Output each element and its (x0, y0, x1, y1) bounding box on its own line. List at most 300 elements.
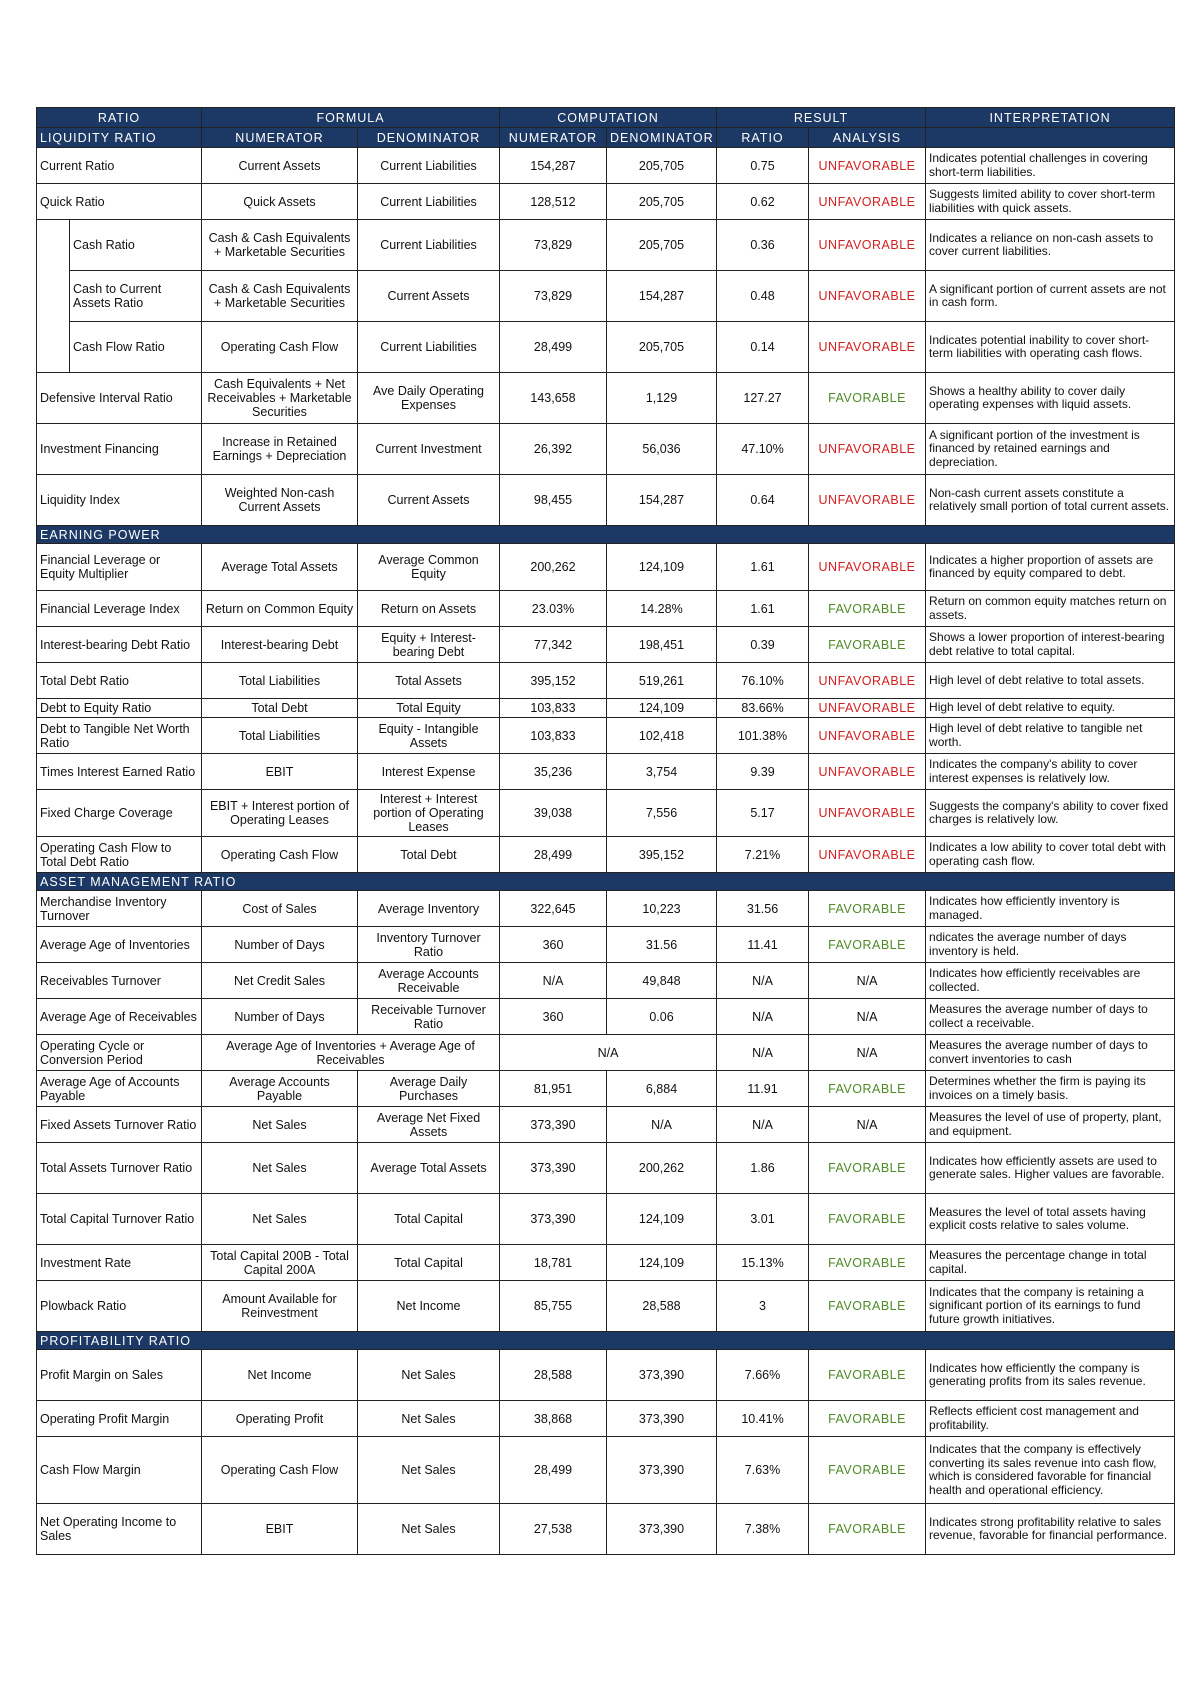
formula-denominator: Average Common Equity (358, 544, 500, 591)
formula-numerator: Increase in Retained Earnings + Depreciation (202, 424, 358, 475)
interpretation-text: Indicates a low ability to cover total debt with operating cash flow. (926, 837, 1175, 873)
formula-denominator: Average Total Assets (358, 1143, 500, 1194)
analysis-badge: FAVORABLE (809, 373, 926, 424)
computed-numerator: 28,499 (500, 322, 607, 373)
ratio-name: Net Operating Income to Sales (37, 1504, 202, 1555)
header-row-main (37, 108, 1175, 128)
computed-numerator: 28,588 (500, 1350, 607, 1401)
header-formula-numerator: NUMERATOR (202, 128, 358, 148)
header-formula: FORMULA (202, 108, 500, 128)
ratio-name: Quick Ratio (37, 184, 202, 220)
formula-numerator: Net Sales (202, 1194, 358, 1245)
computed-numerator: 73,829 (500, 271, 607, 322)
formula-denominator: Interest + Interest portion of Operating Leases (358, 790, 500, 837)
formula-denominator: Equity + Interest-bearing Debt (358, 627, 500, 663)
computed-denominator: 373,390 (607, 1401, 717, 1437)
ratio-row (37, 373, 1175, 424)
interpretation-text: Suggests limited ability to cover short-term liabilities with quick assets. (926, 184, 1175, 220)
interpretation-text: High level of debt relative to equity. (926, 699, 1175, 718)
ratio-value: 0.14 (717, 322, 809, 373)
interpretation-text: Indicates the company's ability to cover interest expenses is relatively low. (926, 754, 1175, 790)
ratio-row (37, 1437, 1175, 1504)
analysis-badge: FAVORABLE (809, 1245, 926, 1281)
analysis-badge: N/A (809, 1035, 926, 1071)
analysis-badge: FAVORABLE (809, 1437, 926, 1504)
analysis-badge: UNFAVORABLE (809, 322, 926, 373)
ratio-name: Current Ratio (37, 148, 202, 184)
analysis-badge: UNFAVORABLE (809, 754, 926, 790)
interpretation-text: Measures the percentage change in total capital. (926, 1245, 1175, 1281)
computed-denominator: 205,705 (607, 220, 717, 271)
formula-numerator: Number of Days (202, 927, 358, 963)
ratio-row (37, 927, 1175, 963)
computed-numerator: 373,390 (500, 1194, 607, 1245)
formula-denominator: Current Liabilities (358, 148, 500, 184)
ratio-row (37, 591, 1175, 627)
ratio-row (37, 1504, 1175, 1555)
interpretation-text: Indicates potential inability to cover short-term liabilities with operating cash flows. (926, 322, 1175, 373)
computed-denominator: N/A (607, 1107, 717, 1143)
computed-numerator: 38,868 (500, 1401, 607, 1437)
ratio-name: Interest-bearing Debt Ratio (37, 627, 202, 663)
analysis-badge: UNFAVORABLE (809, 424, 926, 475)
section-label: PROFITABILITY RATIO (37, 1332, 1175, 1350)
ratio-row (37, 837, 1175, 873)
ratio-row (37, 475, 1175, 526)
analysis-badge: N/A (809, 999, 926, 1035)
ratio-value: 83.66% (717, 699, 809, 718)
formula-numerator: Cash & Cash Equivalents + Marketable Securities (202, 220, 358, 271)
analysis-badge: UNFAVORABLE (809, 699, 926, 718)
computed-denominator: 205,705 (607, 148, 717, 184)
ratio-value: 5.17 (717, 790, 809, 837)
computed-denominator: 519,261 (607, 663, 717, 699)
ratio-name: Financial Leverage or Equity Multiplier (37, 544, 202, 591)
formula-numerator: Average Accounts Payable (202, 1071, 358, 1107)
analysis-badge: FAVORABLE (809, 1350, 926, 1401)
interpretation-text: Indicates that the company is effectively converting its sales revenue into cash flow, which is considered favorable for financial health and operational efficiency. (926, 1437, 1175, 1504)
interpretation-text: ndicates the average number of days inventory is held. (926, 927, 1175, 963)
indent-cell (37, 220, 70, 373)
header-ratio-value: RATIO (717, 128, 809, 148)
section-liquidity: LIQUIDITY RATIO (37, 128, 202, 148)
ratio-name: Liquidity Index (37, 475, 202, 526)
interpretation-text: Shows a healthy ability to cover daily operating expenses with liquid assets. (926, 373, 1175, 424)
header-computation: COMPUTATION (500, 108, 717, 128)
formula-denominator: Total Capital (358, 1245, 500, 1281)
analysis-badge: FAVORABLE (809, 1071, 926, 1107)
computed-denominator: 14.28% (607, 591, 717, 627)
ratio-value: 15.13% (717, 1245, 809, 1281)
section-label: EARNING POWER (37, 526, 1175, 544)
formula-denominator: Ave Daily Operating Expenses (358, 373, 500, 424)
computed-numerator: 200,262 (500, 544, 607, 591)
header-interp-blank (926, 128, 1175, 148)
computed-denominator: 124,109 (607, 1245, 717, 1281)
header-ratio: RATIO (37, 108, 202, 128)
ratio-row (37, 1143, 1175, 1194)
computed-numerator: 360 (500, 927, 607, 963)
computation-combined: N/A (500, 1035, 717, 1071)
ratio-value: 7.38% (717, 1504, 809, 1555)
computed-numerator: 143,658 (500, 373, 607, 424)
formula-denominator: Net Sales (358, 1350, 500, 1401)
ratio-name: Plowback Ratio (37, 1281, 202, 1332)
ratio-value: 0.62 (717, 184, 809, 220)
ratio-name: Average Age of Inventories (37, 927, 202, 963)
computed-numerator: 103,833 (500, 699, 607, 718)
formula-numerator: EBIT (202, 1504, 358, 1555)
analysis-badge: FAVORABLE (809, 1281, 926, 1332)
ratio-row (37, 999, 1175, 1035)
computed-denominator: 102,418 (607, 718, 717, 754)
ratio-row (37, 544, 1175, 591)
ratio-row (37, 1107, 1175, 1143)
computed-numerator: 373,390 (500, 1143, 607, 1194)
ratio-value: N/A (717, 1035, 809, 1071)
header-comp-denominator: DENOMINATOR (607, 128, 717, 148)
formula-denominator: Current Assets (358, 271, 500, 322)
formula-numerator: Net Sales (202, 1143, 358, 1194)
computed-denominator: 205,705 (607, 322, 717, 373)
interpretation-text: Reflects efficient cost management and profitability. (926, 1401, 1175, 1437)
interpretation-text: Determines whether the firm is paying its invoices on a timely basis. (926, 1071, 1175, 1107)
interpretation-text: High level of debt relative to total assets. (926, 663, 1175, 699)
ratio-value: 9.39 (717, 754, 809, 790)
ratio-name: Merchandise Inventory Turnover (37, 891, 202, 927)
computed-denominator: 205,705 (607, 184, 717, 220)
header-analysis: ANALYSIS (809, 128, 926, 148)
computed-denominator: 124,109 (607, 1194, 717, 1245)
analysis-badge: UNFAVORABLE (809, 184, 926, 220)
ratio-name: Receivables Turnover (37, 963, 202, 999)
ratio-value: 1.61 (717, 591, 809, 627)
formula-denominator: Net Sales (358, 1401, 500, 1437)
computed-denominator: 395,152 (607, 837, 717, 873)
formula-numerator: Quick Assets (202, 184, 358, 220)
ratio-row (37, 148, 1175, 184)
computed-denominator: 7,556 (607, 790, 717, 837)
computed-numerator: 28,499 (500, 1437, 607, 1504)
computed-denominator: 373,390 (607, 1437, 717, 1504)
computed-numerator: 28,499 (500, 837, 607, 873)
ratio-value: 0.36 (717, 220, 809, 271)
ratio-name: Debt to Tangible Net Worth Ratio (37, 718, 202, 754)
analysis-badge: UNFAVORABLE (809, 790, 926, 837)
ratio-row (37, 184, 1175, 220)
ratio-value: 47.10% (717, 424, 809, 475)
interpretation-text: Indicates a higher proportion of assets are financed by equity compared to debt. (926, 544, 1175, 591)
formula-numerator: Return on Common Equity (202, 591, 358, 627)
formula-denominator: Average Accounts Receivable (358, 963, 500, 999)
analysis-badge: FAVORABLE (809, 891, 926, 927)
formula-denominator: Current Liabilities (358, 184, 500, 220)
interpretation-text: Indicates how efficiently assets are used to generate sales. Higher values are favorable. (926, 1143, 1175, 1194)
ratio-value: N/A (717, 1107, 809, 1143)
formula-denominator: Return on Assets (358, 591, 500, 627)
ratio-name: Average Age of Accounts Payable (37, 1071, 202, 1107)
interpretation-text: Indicates strong profitability relative to sales revenue, favorable for financial performance. (926, 1504, 1175, 1555)
interpretation-text: A significant portion of current assets are not in cash form. (926, 271, 1175, 322)
computed-numerator: 154,287 (500, 148, 607, 184)
ratio-row (37, 1071, 1175, 1107)
ratio-row (37, 1035, 1175, 1071)
ratio-value: 11.41 (717, 927, 809, 963)
ratio-row (37, 699, 1175, 718)
ratio-name: Fixed Charge Coverage (37, 790, 202, 837)
formula-denominator: Current Liabilities (358, 220, 500, 271)
computed-numerator: 35,236 (500, 754, 607, 790)
formula-denominator: Total Capital (358, 1194, 500, 1245)
ratio-name: Cash Ratio (70, 220, 202, 271)
computed-numerator: 27,538 (500, 1504, 607, 1555)
analysis-badge: UNFAVORABLE (809, 718, 926, 754)
computed-denominator: 373,390 (607, 1504, 717, 1555)
computed-numerator: 395,152 (500, 663, 607, 699)
ratio-value: 0.39 (717, 627, 809, 663)
header-interpretation: INTERPRETATION (926, 108, 1175, 128)
ratio-value: 101.38% (717, 718, 809, 754)
interpretation-text: Shows a lower proportion of interest-bearing debt relative to total capital. (926, 627, 1175, 663)
header-formula-denominator: DENOMINATOR (358, 128, 500, 148)
interpretation-text: Measures the average number of days to collect a receivable. (926, 999, 1175, 1035)
formula-numerator: Operating Profit (202, 1401, 358, 1437)
ratio-name: Average Age of Receivables (37, 999, 202, 1035)
interpretation-text: Measures the average number of days to convert inventories to cash (926, 1035, 1175, 1071)
computed-denominator: 10,223 (607, 891, 717, 927)
ratio-value: 0.75 (717, 148, 809, 184)
ratio-row (37, 891, 1175, 927)
ratio-value: 31.56 (717, 891, 809, 927)
analysis-badge: UNFAVORABLE (809, 544, 926, 591)
formula-denominator: Average Net Fixed Assets (358, 1107, 500, 1143)
computed-denominator: 56,036 (607, 424, 717, 475)
formula-numerator: Average Total Assets (202, 544, 358, 591)
interpretation-text: Return on common equity matches return on assets. (926, 591, 1175, 627)
section-label: ASSET MANAGEMENT RATIO (37, 873, 1175, 891)
ratio-value: N/A (717, 999, 809, 1035)
ratio-value: 1.86 (717, 1143, 809, 1194)
computed-denominator: 124,109 (607, 699, 717, 718)
ratio-name: Total Assets Turnover Ratio (37, 1143, 202, 1194)
computed-denominator: 28,588 (607, 1281, 717, 1332)
formula-denominator: Net Income (358, 1281, 500, 1332)
section-row-earning (37, 526, 1175, 544)
computed-numerator: 103,833 (500, 718, 607, 754)
formula-numerator: Cash Equivalents + Net Receivables + Marketable Securities (202, 373, 358, 424)
formula-denominator: Average Daily Purchases (358, 1071, 500, 1107)
ratio-row (37, 424, 1175, 475)
formula-denominator: Interest Expense (358, 754, 500, 790)
ratio-row (37, 220, 1175, 271)
computed-denominator: 198,451 (607, 627, 717, 663)
computed-denominator: 3,754 (607, 754, 717, 790)
computed-denominator: 373,390 (607, 1350, 717, 1401)
ratio-name: Cash to Current Assets Ratio (70, 271, 202, 322)
computed-numerator: N/A (500, 963, 607, 999)
formula-denominator: Total Equity (358, 699, 500, 718)
ratio-row (37, 1281, 1175, 1332)
formula-numerator: EBIT + Interest portion of Operating Leases (202, 790, 358, 837)
interpretation-text: Indicates potential challenges in covering short-term liabilities. (926, 148, 1175, 184)
ratio-name: Investment Financing (37, 424, 202, 475)
ratio-value: 7.66% (717, 1350, 809, 1401)
ratio-row (37, 1401, 1175, 1437)
ratio-row (37, 271, 1175, 322)
interpretation-text: A significant portion of the investment is financed by retained earnings and depreciation. (926, 424, 1175, 475)
ratio-name: Fixed Assets Turnover Ratio (37, 1107, 202, 1143)
ratio-value: N/A (717, 963, 809, 999)
formula-denominator: Inventory Turnover Ratio (358, 927, 500, 963)
formula-numerator: Net Sales (202, 1107, 358, 1143)
analysis-badge: UNFAVORABLE (809, 837, 926, 873)
ratio-name: Times Interest Earned Ratio (37, 754, 202, 790)
formula-denominator: Average Inventory (358, 891, 500, 927)
ratio-name: Cash Flow Margin (37, 1437, 202, 1504)
formula-combined: Average Age of Inventories + Average Age of Receivables (202, 1035, 500, 1071)
computed-numerator: 85,755 (500, 1281, 607, 1332)
analysis-badge: N/A (809, 963, 926, 999)
computed-numerator: 26,392 (500, 424, 607, 475)
formula-numerator: Interest-bearing Debt (202, 627, 358, 663)
interpretation-text: Suggests the company's ability to cover fixed charges is relatively low. (926, 790, 1175, 837)
computed-denominator: 154,287 (607, 475, 717, 526)
ratio-value: 3.01 (717, 1194, 809, 1245)
ratio-row (37, 1245, 1175, 1281)
ratio-name: Financial Leverage Index (37, 591, 202, 627)
formula-denominator: Total Assets (358, 663, 500, 699)
formula-denominator: Current Liabilities (358, 322, 500, 373)
computed-numerator: 77,342 (500, 627, 607, 663)
ratio-row (37, 322, 1175, 373)
computed-denominator: 1,129 (607, 373, 717, 424)
formula-numerator: Weighted Non-cash Current Assets (202, 475, 358, 526)
ratio-value: 76.10% (717, 663, 809, 699)
ratio-value: 10.41% (717, 1401, 809, 1437)
ratio-name: Total Debt Ratio (37, 663, 202, 699)
ratio-analysis-table (36, 107, 1175, 1555)
analysis-badge: UNFAVORABLE (809, 663, 926, 699)
computed-numerator: 81,951 (500, 1071, 607, 1107)
computed-numerator: 322,645 (500, 891, 607, 927)
ratio-name: Debt to Equity Ratio (37, 699, 202, 718)
analysis-badge: FAVORABLE (809, 927, 926, 963)
ratio-value: 7.63% (717, 1437, 809, 1504)
formula-denominator: Equity - Intangible Assets (358, 718, 500, 754)
formula-numerator: EBIT (202, 754, 358, 790)
analysis-badge: FAVORABLE (809, 591, 926, 627)
computed-denominator: 200,262 (607, 1143, 717, 1194)
formula-numerator: Total Capital 200B - Total Capital 200A (202, 1245, 358, 1281)
ratio-row (37, 963, 1175, 999)
computed-denominator: 0.06 (607, 999, 717, 1035)
formula-numerator: Number of Days (202, 999, 358, 1035)
header-row-sub (37, 128, 1175, 148)
computed-denominator: 154,287 (607, 271, 717, 322)
formula-numerator: Total Liabilities (202, 718, 358, 754)
computed-numerator: 360 (500, 999, 607, 1035)
ratio-value: 1.61 (717, 544, 809, 591)
ratio-value: 3 (717, 1281, 809, 1332)
ratio-row (37, 1194, 1175, 1245)
interpretation-text: Non-cash current assets constitute a relatively small portion of total current assets. (926, 475, 1175, 526)
ratio-name: Investment Rate (37, 1245, 202, 1281)
interpretation-text: Indicates that the company is retaining a significant portion of its earnings to fund future growth initiatives. (926, 1281, 1175, 1332)
formula-numerator: Amount Available for Reinvestment (202, 1281, 358, 1332)
ratio-value: 0.64 (717, 475, 809, 526)
formula-denominator: Net Sales (358, 1437, 500, 1504)
computed-numerator: 73,829 (500, 220, 607, 271)
analysis-badge: N/A (809, 1107, 926, 1143)
interpretation-text: Indicates a reliance on non-cash assets to cover current liabilities. (926, 220, 1175, 271)
computed-numerator: 23.03% (500, 591, 607, 627)
analysis-badge: FAVORABLE (809, 627, 926, 663)
analysis-badge: FAVORABLE (809, 1143, 926, 1194)
header-comp-numerator: NUMERATOR (500, 128, 607, 148)
formula-numerator: Net Income (202, 1350, 358, 1401)
formula-numerator: Total Debt (202, 699, 358, 718)
ratio-value: 11.91 (717, 1071, 809, 1107)
computed-numerator: 18,781 (500, 1245, 607, 1281)
analysis-badge: FAVORABLE (809, 1504, 926, 1555)
ratio-name: Operating Profit Margin (37, 1401, 202, 1437)
computed-denominator: 6,884 (607, 1071, 717, 1107)
formula-denominator: Total Debt (358, 837, 500, 873)
ratio-name: Total Capital Turnover Ratio (37, 1194, 202, 1245)
ratio-name: Defensive Interval Ratio (37, 373, 202, 424)
computed-numerator: 373,390 (500, 1107, 607, 1143)
formula-denominator: Net Sales (358, 1504, 500, 1555)
formula-numerator: Operating Cash Flow (202, 322, 358, 373)
formula-numerator: Cost of Sales (202, 891, 358, 927)
formula-denominator: Current Investment (358, 424, 500, 475)
ratio-name: Profit Margin on Sales (37, 1350, 202, 1401)
ratio-row (37, 1350, 1175, 1401)
ratio-row (37, 754, 1175, 790)
interpretation-text: Indicates how efficiently the company is generating profits from its sales revenue. (926, 1350, 1175, 1401)
analysis-badge: FAVORABLE (809, 1401, 926, 1437)
formula-denominator: Receivable Turnover Ratio (358, 999, 500, 1035)
ratio-row (37, 663, 1175, 699)
formula-numerator: Cash & Cash Equivalents + Marketable Securities (202, 271, 358, 322)
analysis-badge: UNFAVORABLE (809, 148, 926, 184)
computed-numerator: 128,512 (500, 184, 607, 220)
interpretation-text: Indicates how efficiently inventory is managed. (926, 891, 1175, 927)
computed-denominator: 124,109 (607, 544, 717, 591)
computed-numerator: 98,455 (500, 475, 607, 526)
ratio-row (37, 718, 1175, 754)
header-result: RESULT (717, 108, 926, 128)
interpretation-text: Measures the level of total assets having explicit costs relative to sales volume. (926, 1194, 1175, 1245)
ratio-value: 0.48 (717, 271, 809, 322)
computed-numerator: 39,038 (500, 790, 607, 837)
computed-denominator: 49,848 (607, 963, 717, 999)
formula-numerator: Current Assets (202, 148, 358, 184)
analysis-badge: UNFAVORABLE (809, 220, 926, 271)
interpretation-text: High level of debt relative to tangible net worth. (926, 718, 1175, 754)
ratio-value: 127.27 (717, 373, 809, 424)
ratio-name: Operating Cycle or Conversion Period (37, 1035, 202, 1071)
formula-numerator: Operating Cash Flow (202, 1437, 358, 1504)
formula-denominator: Current Assets (358, 475, 500, 526)
formula-numerator: Operating Cash Flow (202, 837, 358, 873)
section-row-asset (37, 873, 1175, 891)
interpretation-text: Measures the level of use of property, plant, and equipment. (926, 1107, 1175, 1143)
section-row-profit (37, 1332, 1175, 1350)
interpretation-text: Indicates how efficiently receivables are collected. (926, 963, 1175, 999)
analysis-badge: UNFAVORABLE (809, 271, 926, 322)
ratio-name: Cash Flow Ratio (70, 322, 202, 373)
